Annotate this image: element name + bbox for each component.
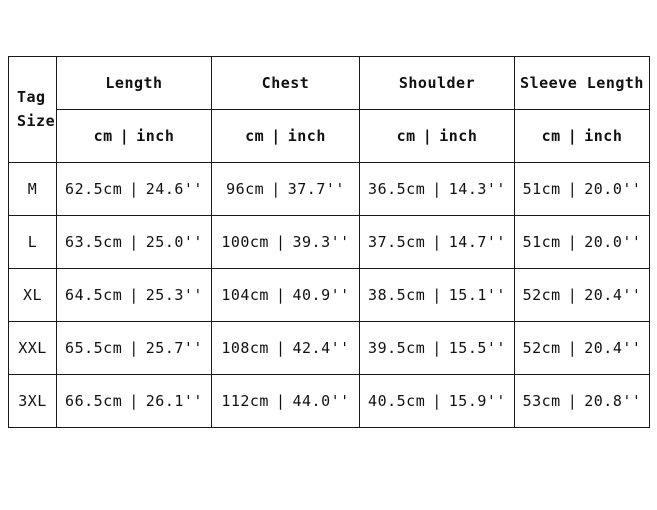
value-inch: 14.7'' — [448, 233, 506, 251]
value-inch: 40.9'' — [292, 286, 350, 304]
table-row — [9, 163, 650, 216]
value-cm: 52cm — [522, 286, 561, 304]
value-separator: | — [567, 339, 578, 357]
value-inch: 26.1'' — [145, 392, 203, 410]
value-inch: 25.7'' — [145, 339, 203, 357]
cell-shoulder — [360, 216, 515, 269]
size-chart — [8, 56, 649, 428]
value-inch: 20.0'' — [584, 180, 642, 198]
value-separator: | — [271, 180, 281, 198]
value-cm: 63.5cm — [65, 233, 123, 251]
cell-length — [57, 216, 212, 269]
cell-sleeve-length — [515, 216, 650, 269]
size-chart-table — [8, 56, 650, 428]
value-inch: 20.4'' — [584, 339, 642, 357]
row-size-label: L — [9, 216, 57, 269]
cell-shoulder — [360, 322, 515, 375]
value-inch: 44.0'' — [292, 392, 350, 410]
unit-header-length — [57, 110, 212, 163]
unit-cm: cm — [541, 127, 561, 145]
value-cm: 53cm — [522, 392, 561, 410]
cell-length — [57, 375, 212, 428]
value-cm: 65.5cm — [65, 339, 123, 357]
value-cm: 39.5cm — [368, 339, 426, 357]
cell-shoulder — [360, 375, 515, 428]
unit-inch: inch — [439, 127, 478, 145]
column-header-chest: Chest — [212, 57, 360, 110]
unit-inch: inch — [287, 127, 326, 145]
value-cm: 36.5cm — [368, 180, 426, 198]
unit-header-sleeve-length — [515, 110, 650, 163]
value-separator: | — [432, 233, 442, 251]
tag-size-header-line2: Size — [17, 111, 56, 130]
table-row — [9, 269, 650, 322]
value-cm: 62.5cm — [65, 180, 123, 198]
value-inch: 24.6'' — [145, 180, 203, 198]
row-size-label: M — [9, 163, 57, 216]
value-separator: | — [567, 286, 578, 304]
value-cm: 66.5cm — [65, 392, 123, 410]
column-header-sleeve-length: Sleeve Length — [515, 57, 650, 110]
value-cm: 51cm — [522, 233, 561, 251]
unit-header-chest — [212, 110, 360, 163]
value-cm: 100cm — [221, 233, 269, 251]
unit-inch: inch — [584, 127, 623, 145]
unit-cm: cm — [245, 127, 265, 145]
value-separator: | — [129, 339, 139, 357]
value-inch: 20.0'' — [584, 233, 642, 251]
cell-chest — [212, 216, 360, 269]
value-inch: 39.3'' — [292, 233, 350, 251]
cell-sleeve-length — [515, 163, 650, 216]
table-header-row-groups — [9, 57, 650, 110]
value-separator: | — [275, 392, 286, 410]
unit-cm: cm — [93, 127, 113, 145]
value-inch: 20.4'' — [584, 286, 642, 304]
unit-separator: | — [567, 127, 578, 145]
value-separator: | — [275, 233, 286, 251]
unit-separator: | — [271, 127, 281, 145]
value-separator: | — [432, 180, 442, 198]
cell-sleeve-length — [515, 375, 650, 428]
table-row — [9, 375, 650, 428]
value-separator: | — [432, 286, 442, 304]
cell-shoulder — [360, 163, 515, 216]
value-separator: | — [432, 339, 442, 357]
value-inch: 15.1'' — [448, 286, 506, 304]
value-inch: 37.7'' — [287, 180, 345, 198]
value-cm: 96cm — [226, 180, 265, 198]
unit-header-shoulder — [360, 110, 515, 163]
value-separator: | — [129, 286, 139, 304]
value-separator: | — [432, 392, 442, 410]
value-separator: | — [275, 339, 286, 357]
value-separator: | — [129, 180, 139, 198]
cell-length — [57, 163, 212, 216]
cell-chest — [212, 269, 360, 322]
value-separator: | — [129, 233, 139, 251]
row-size-label: XL — [9, 269, 57, 322]
row-size-label: XXL — [9, 322, 57, 375]
tag-size-header-line1: Tag — [17, 88, 46, 107]
value-inch: 25.0'' — [145, 233, 203, 251]
value-cm: 37.5cm — [368, 233, 426, 251]
value-inch: 42.4'' — [292, 339, 350, 357]
cell-chest — [212, 163, 360, 216]
cell-length — [57, 269, 212, 322]
cell-chest — [212, 322, 360, 375]
cell-shoulder — [360, 269, 515, 322]
value-separator: | — [567, 180, 578, 198]
value-cm: 64.5cm — [65, 286, 123, 304]
value-separator: | — [567, 392, 578, 410]
value-separator: | — [129, 392, 139, 410]
cell-sleeve-length — [515, 269, 650, 322]
column-header-length: Length — [57, 57, 212, 110]
value-inch: 25.3'' — [145, 286, 203, 304]
table-row — [9, 216, 650, 269]
value-inch: 15.5'' — [448, 339, 506, 357]
value-inch: 14.3'' — [448, 180, 506, 198]
unit-separator: | — [422, 127, 433, 145]
value-inch: 15.9'' — [448, 392, 506, 410]
unit-cm: cm — [396, 127, 416, 145]
column-header-shoulder: Shoulder — [360, 57, 515, 110]
table-header-row-units — [9, 110, 650, 163]
cell-chest — [212, 375, 360, 428]
table-row — [9, 322, 650, 375]
value-cm: 52cm — [522, 339, 561, 357]
cell-sleeve-length — [515, 322, 650, 375]
tag-size-header — [9, 57, 57, 163]
value-cm: 104cm — [221, 286, 269, 304]
value-cm: 112cm — [221, 392, 269, 410]
cell-length — [57, 322, 212, 375]
value-separator: | — [567, 233, 578, 251]
value-separator: | — [275, 286, 286, 304]
row-size-label: 3XL — [9, 375, 57, 428]
unit-separator: | — [119, 127, 130, 145]
value-cm: 38.5cm — [368, 286, 426, 304]
value-cm: 40.5cm — [368, 392, 426, 410]
unit-inch: inch — [136, 127, 175, 145]
value-inch: 20.8'' — [584, 392, 642, 410]
value-cm: 51cm — [522, 180, 561, 198]
value-cm: 108cm — [221, 339, 269, 357]
